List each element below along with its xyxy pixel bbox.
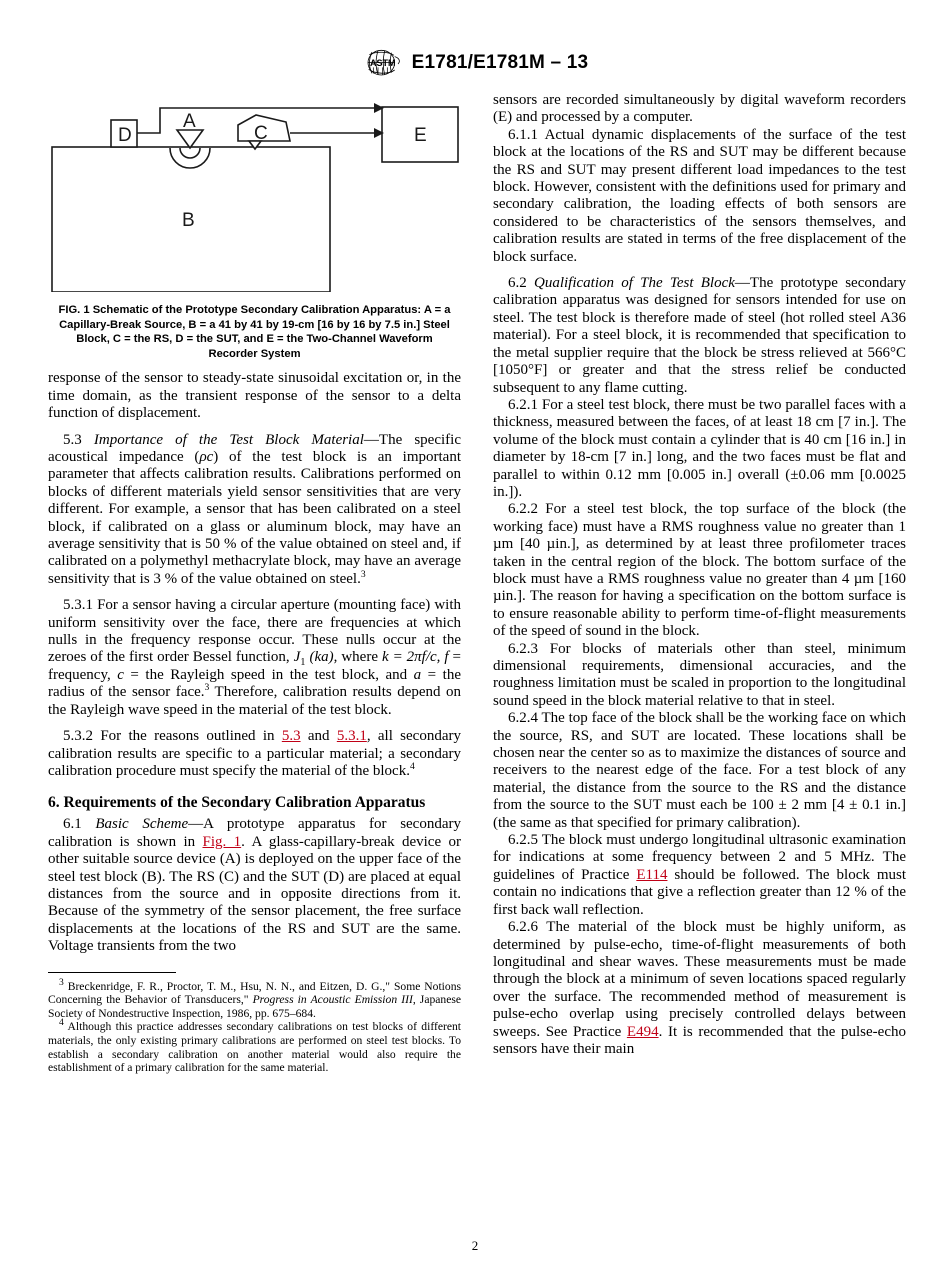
body-columns — [48, 92, 906, 1075]
footnote-3: $^3$ Breckenridge, F. R., Proctor, T. M., Hsu, N. N., and Eitzen, D. G.," Some Notions Concerning the Behavior of Transducers," Progress in Acoustic Emission III, Japanese Society of Nondestructive Inspection, 1986, pp. 675–684. — [48, 976, 462, 1020]
k-symbol: k — [381, 649, 389, 666]
paragraph-6-1-title: Basic Scheme — [95, 816, 189, 833]
svg-text:ASTM: ASTM — [369, 58, 396, 68]
footnote-4: $^4$ Although this practice addresses secondary calibrations on test blocks of different materials, the only existing primary calibrations are performed on steel test blocks. To establish a secondary calibration on another material would also require the establishment of a primary calibration for the same material. — [48, 1017, 461, 1075]
figure-label-d: D — [118, 125, 132, 146]
bessel-j-subscript: 1 — [300, 657, 306, 669]
xref-5-3[interactable]: 5.3 — [281, 728, 301, 745]
figure-1-schematic — [48, 92, 461, 292]
paragraph-6-2-1: 6.2.1 For a steel test block, there must be two parallel faces with a thickness, measured between the faces, of at least 18 cm [7 in.]. The volume of the block must contain a cylinder that is 40 cm [16 in.] in diameter by 18-cm [7 in.] long, and the two faces must be flat and parallel to within 0.12 mm [0.005 in.] overall (±0.06 mm [0.0025 in.]). — [493, 396, 906, 500]
paragraph-6-2: 6.2 Qualification of The Test Block—The prototype secondary calibration apparatus was designed for sensors intended for use on steel. The test block is therefore made of steel (hot rolled steel A36 material). For a steel block, it is recommended that specification to the metal supplier require that the block be stress relieved at 566°C [1050°F] or greater and that the stress relief be conducted subsequent to any flame cutting. — [493, 275, 907, 396]
footnote-4-marker: 4 — [59, 1017, 64, 1029]
figure-label-c: C — [254, 123, 268, 144]
astm-logo-icon — [362, 48, 402, 78]
paragraph-6-2-title: Qualification of The Test Block — [534, 275, 735, 292]
xref-e494[interactable]: E494 — [626, 1023, 659, 1040]
f-symbol: f — [444, 649, 449, 666]
paragraph-6-1: 6.1 Basic Scheme—A prototype apparatus for secondary calibration is shown in Fig. 1. A glass-capillary-break device or other suitable source device (A) is deployed on the upper face of the steel test block (B). The RS (C) and the SUT (D) are placed at equal distances from the source and in opposite directions from it. Because of the symmetry of the sensor placement, the free surface displacements at the locations of the RS and SUT are the same. Voltage transients from the two — [48, 816, 461, 955]
paragraph-6-2-3: 6.2.3 For blocks of materials other than steel, minimum dimensional requirements, dimensional accuracies, and the roughness limitation must be scaled in proportion to the longitudinal sound speed in the block material relative to that in steel. — [493, 640, 906, 709]
document-header — [0, 48, 950, 78]
paragraph-5-3-2: 5.3.2 For the reasons outlined in 5.3 and 5.3.1, all secondary calibration results are specific to a particular material; a secondary calibration procedure must specify the material of the block.$^4$ — [48, 728, 461, 779]
footnote-ref-3b: 3 — [204, 682, 210, 694]
a-symbol: a — [413, 666, 422, 683]
footnote-divider — [48, 972, 176, 973]
figure-1-caption: FIG. 1 Schematic of the Prototype Secondary Calibration Apparatus: A = a Capillary-Break Source, B = a 41 by 41 by 19-cm [16 by 16 by 7.5 in.] Steel Block, C = the RS, D = the SUT, and E = the Two-Channel Waveform Recorder System — [58, 304, 451, 360]
paragraph-5-3-title: Importance of the Test Block Material — [93, 431, 364, 448]
paragraph-6-2-2: 6.2.2 For a steel test block, the top surface of the block (the working face) must have a RMS roughness value no greater than 1 µm [40 µin.], as determined by at least three profilometer traces taken in the central region of the block. The bottom surface of the block must have a RMS roughness value no greater than 4 µm [160 µin.]. The reason for having a specification on the bottom surface is to ensure reasonable ability to perform time-of-flight measurements of the speed of sound in the block. — [493, 501, 907, 640]
footnote-3-marker: 3 — [59, 976, 64, 988]
footnote-3-source-title: Progress in Acoustic Emission III — [252, 993, 413, 1007]
section-6-heading: 6. Requirements of the Secondary Calibration Apparatus — [48, 794, 426, 812]
paragraph-5-3-1: 5.3.1 For a sensor having a circular aperture (mounting face) with uniform sensitivity over the face, there are frequencies at which nulls in the frequency response occur. These nulls occur at the zeroes of the first order Bessel function, $J_1$ (ka), where k = 2πf/c, f = frequency, c = the Rayleigh speed in the test block, and a = the radius of the sensor face.$^3$ Therefore, calibration results depend on the Rayleigh wave speed in the material of the test block. — [48, 597, 462, 718]
c-symbol: c — [117, 666, 124, 683]
xref-e114[interactable]: E114 — [636, 866, 668, 883]
figure-label-e: E — [414, 125, 427, 146]
xref-5-3-1[interactable]: 5.3.1 — [336, 728, 367, 745]
rho-c-symbol: ρc — [199, 449, 214, 465]
page-number: 2 — [471, 1238, 479, 1253]
bessel-j-symbol: J — [293, 649, 301, 666]
paragraph-6-2-4: 6.2.4 The top face of the block shall be the working face on which the source, RS, and SUT are located. These locations shall be chosen near the center so as to maximize the distances of source and receivers to the nearest edge of the face. For a test block of any material, the distance from the source to the RS and the distance from the source to the SUT must each be 100 ± 2 mm [4 ± 0.1 in.] (the same as that specified for primary calibration). — [493, 710, 906, 831]
paragraph-5-2-continued: response of the sensor to steady-state sinusoidal excitation or, in the time domain, as the transient response of the sensor to a delta function of displacement. — [48, 370, 461, 422]
left-column — [48, 92, 461, 1075]
paragraph-6-2-6: 6.2.6 The material of the block must be highly uniform, as determined by pulse-echo, time-of-flight measurements of both longitudinal and shear waves. These measurements must be made through the block at a minimum of seven locations spaced regularly over the surface. The recommended method of measurement is pulse-echo overlap using precisely controlled delays between sweeps. See Practice E494. It is recommended that the pulse-echo sensors have their main — [493, 919, 907, 1057]
figure-label-b: B — [182, 210, 195, 231]
xref-fig-1[interactable]: Fig. 1 — [202, 833, 242, 850]
paragraph-6-1-continued: sensors are recorded simultaneously by digital waveform recorders (E) and processed by a computer. — [493, 92, 906, 126]
paragraph-6-1-1: 6.1.1 Actual dynamic displacements of the surface of the test block at the locations of the RS and SUT may be different because the RS and SUT may present different load impedances to the test block. However, consistent with the definitions used for primary and secondary calibration, the loading effects of both sensors are considered to be characteristics of the sensors themselves, and calibration results are stated in terms of the free displacement of the block surface. — [493, 126, 906, 265]
paragraph-6-2-5: 6.2.5 The block must undergo longitudinal ultrasonic examination for indications at some frequency between 2 and 5 MHz. The guidelines of Practice E114 should be followed. The block must contain no indications that give a reflection greater than 12 % of the first back wall reflection. — [493, 832, 906, 918]
right-column — [493, 92, 906, 1075]
figure-1 — [48, 92, 461, 361]
footnote-ref-4: 4 — [409, 760, 415, 772]
footnote-area — [48, 972, 461, 1075]
footnote-ref-3a: 3 — [360, 568, 366, 580]
paragraph-5-3: 5.3 Importance of the Test Block Material—The specific acoustical impedance (ρc) of the test block is an important parameter that affects calibration results. Calibrations performed on blocks of different materials yield sensor sensitivities that are very different. For example, a sensor that has been calibrated on a steel block, if calibrated on a glass or aluminum block, may have an average sensitivity that is 50 % of the value obtained on steel and, if calibrated on a polymethyl methacrylate block, may have an average sensitivity that is 3 % of the value obtained on steel.$^3$ — [48, 431, 461, 587]
figure-label-a: A — [183, 111, 196, 132]
ka-symbol: (ka) — [309, 649, 334, 666]
document-designation: E1781/E1781M – 13 — [411, 52, 589, 73]
